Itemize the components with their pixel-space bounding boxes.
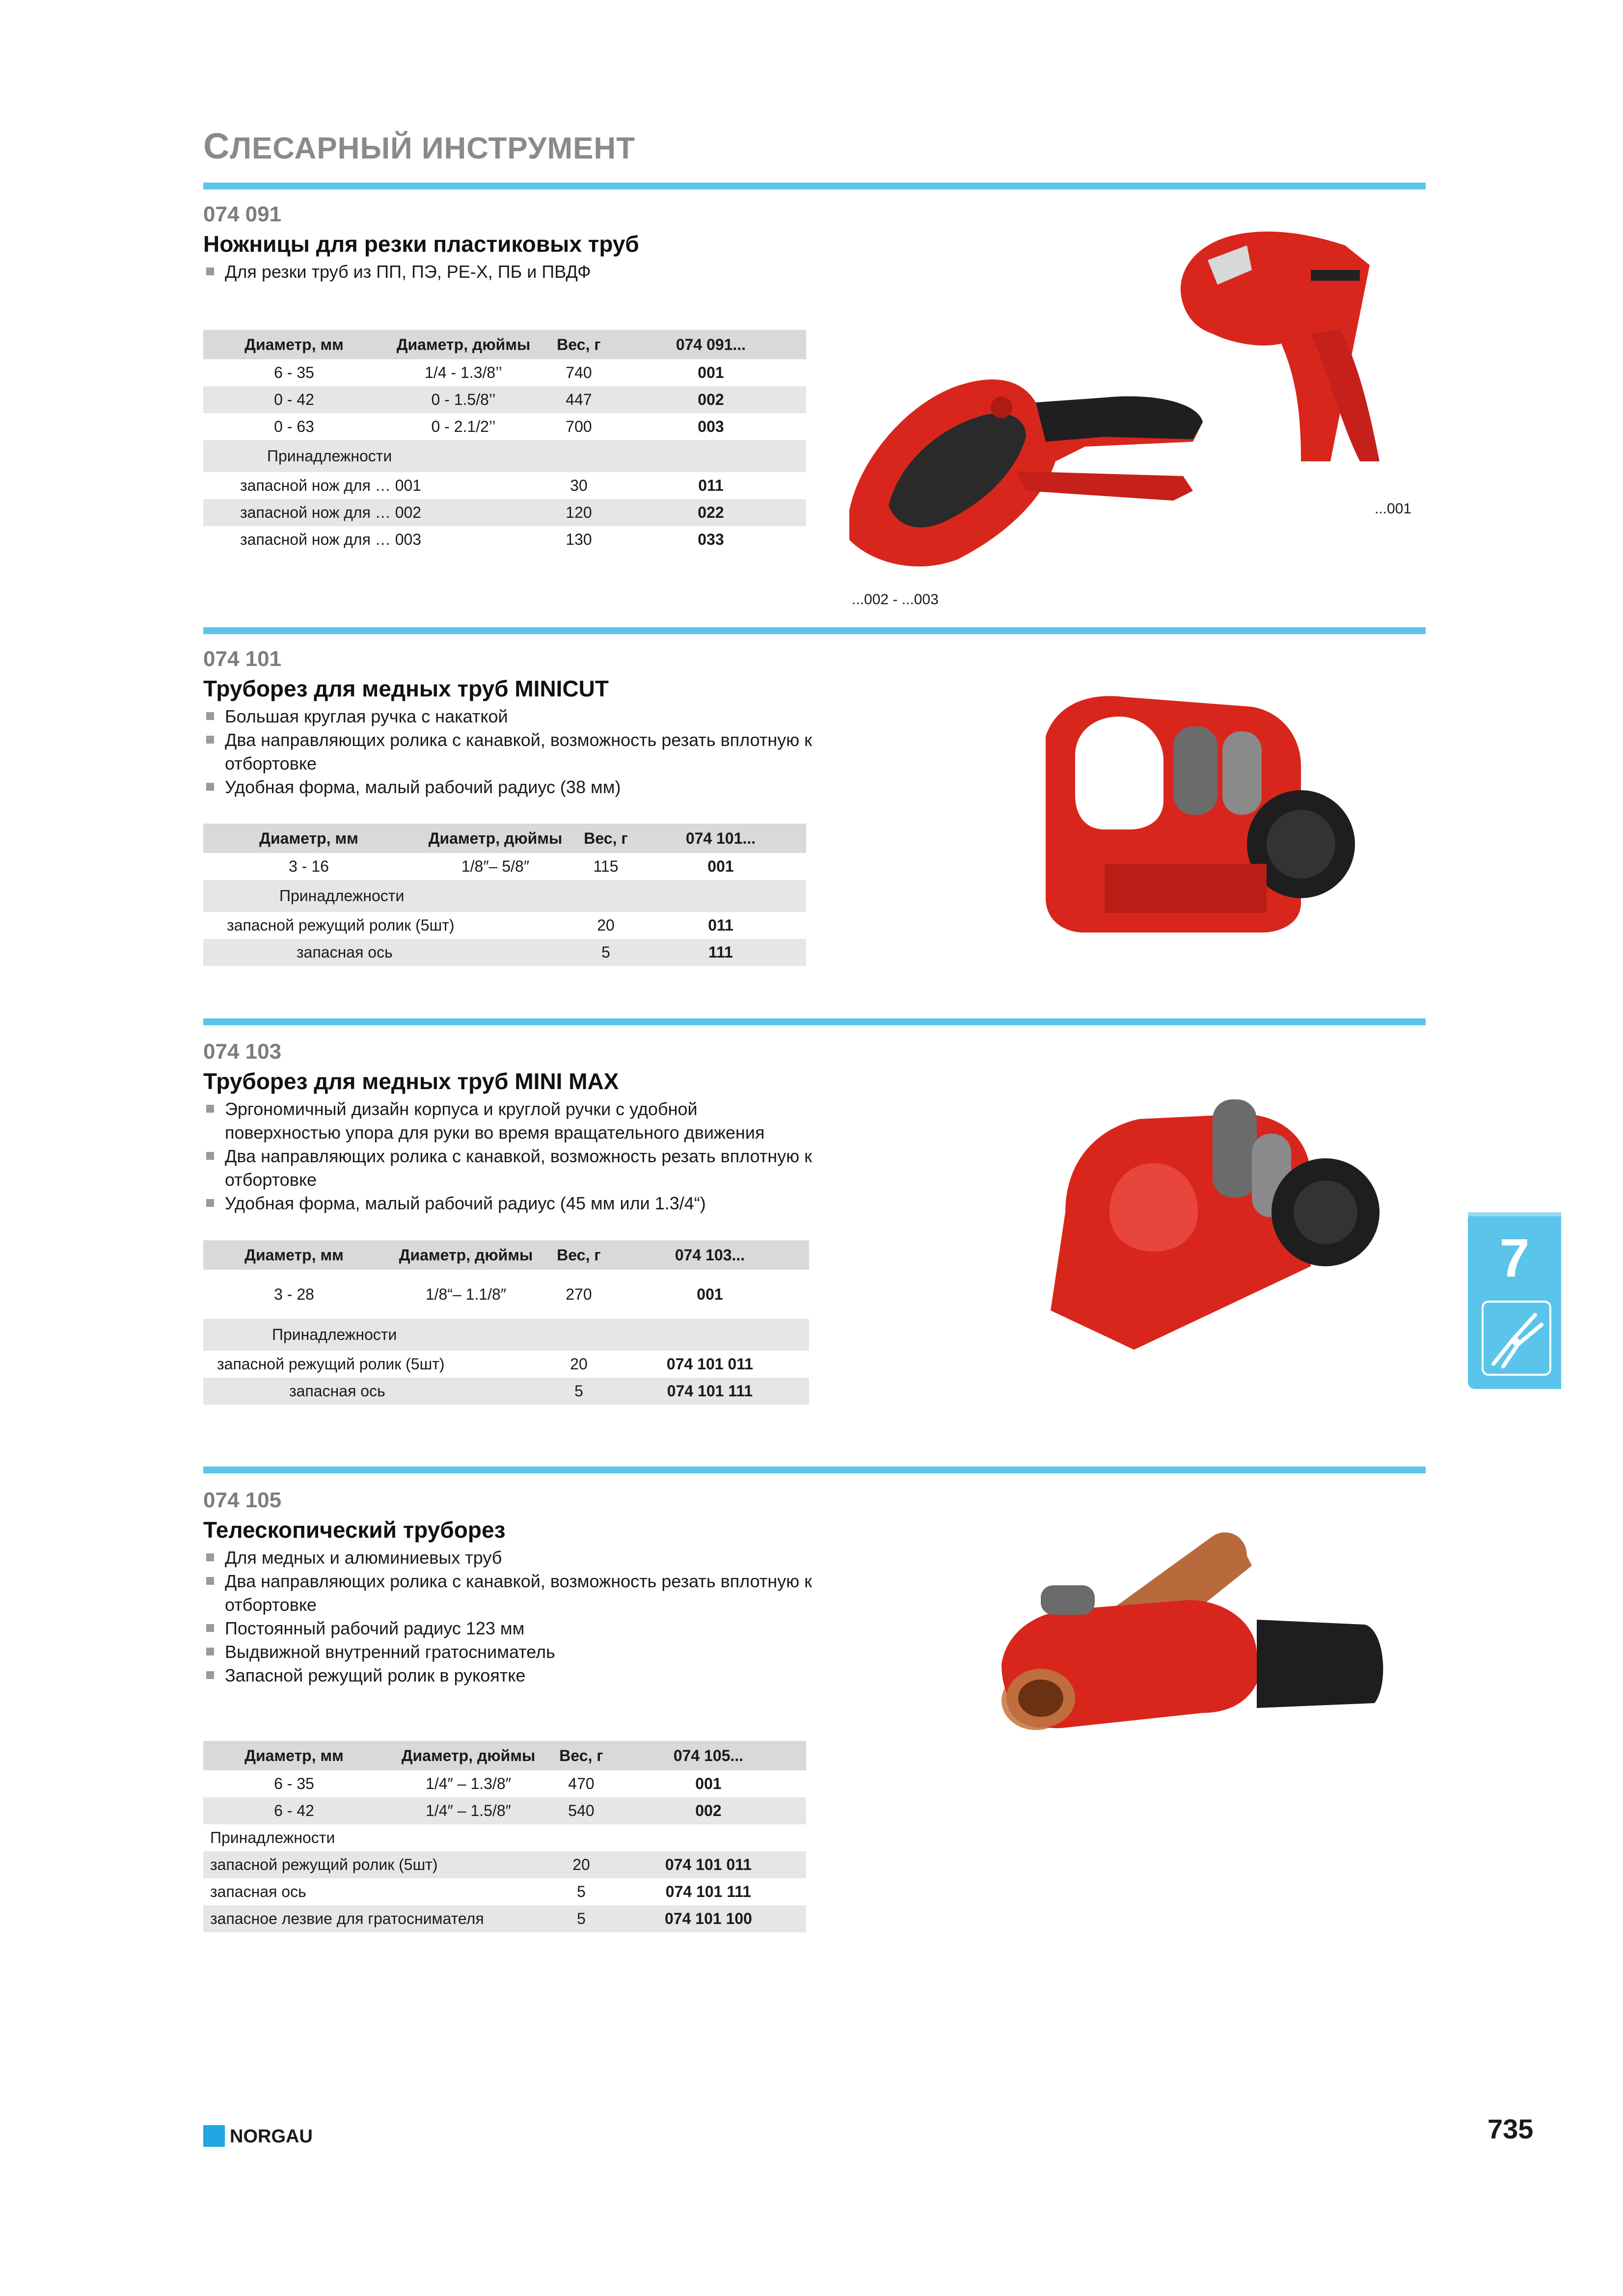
section-code: 074 105: [203, 1488, 282, 1512]
table-row: запасная ось 5 074 101 111: [210, 1883, 752, 1900]
pipe-shears-small-photo: [1154, 216, 1399, 471]
image-caption: ...001: [1375, 501, 1412, 517]
brand-name: NORGAU: [230, 2126, 313, 2147]
table-row: запасной нож для … 003 130 033: [240, 531, 724, 548]
section-code: 074 103: [203, 1040, 282, 1064]
feature-item: Эргономичный дизайн корпуса и круглой ручки с удобной поверхностью упора для руки во время вращательного движения: [203, 1097, 817, 1145]
section-divider: [203, 183, 1426, 189]
table-row: 3 - 16 1/8″– 5/8″ 115 001: [289, 857, 734, 875]
section-title: Труборез для медных труб MINI MAX: [203, 1068, 619, 1094]
chapter-number: 7: [1499, 1228, 1530, 1288]
telescopic-tube-cutter-photo: [982, 1517, 1414, 1791]
section-divider: [203, 1018, 1426, 1025]
table-row: запасной нож для … 002 120 022: [203, 499, 806, 526]
feature-item: Удобная форма, малый рабочий радиус (38 мм): [203, 775, 817, 799]
feature-list: [203, 1546, 817, 1687]
feature-item: Выдвижной внутренний гратосниматель: [203, 1640, 817, 1664]
feature-item: Запасной режущий ролик в рукоятке: [203, 1664, 817, 1687]
table-header: Диаметр, мм Диаметр, дюймы Вес, г 074 105...: [203, 1741, 806, 1770]
table-row: 0 - 63 0 - 2.1/2’’ 700 003: [274, 418, 724, 435]
table-row: 6 - 42 1/4″ – 1.5/8″ 540 002: [203, 1797, 806, 1824]
feature-item: Постоянный рабочий радиус 123 мм: [203, 1617, 817, 1640]
accessories-label-row: Принадлежности: [203, 1319, 809, 1351]
table-row: 6 - 35 1/4 - 1.3/8’’ 740 001: [274, 364, 724, 381]
table-row: 3 - 28 1/8“– 1.1/8″ 270 001: [274, 1285, 723, 1303]
minicut-tube-cutter-photo: [1026, 677, 1360, 952]
feature-item: Два направляющих ролика с канавкой, возможность резать вплотную к отбортовке: [203, 1570, 817, 1617]
feature-list: [203, 1097, 817, 1215]
feature-item: Два направляющих ролика с канавкой, возможность резать вплотную к отбортовке: [203, 728, 817, 775]
brand-logo-icon: [203, 2125, 225, 2147]
table-row: запасная ось 5 074 101 111: [203, 1378, 809, 1405]
feature-item: Два направляющих ролика с канавкой, возможность резать вплотную к отбортовке: [203, 1145, 817, 1192]
table-header: Диаметр, мм Диаметр, дюймы Вес, г 074 091...: [203, 330, 806, 359]
table-row: запасной режущий ролик (5шт) 20 074 101 011: [217, 1355, 754, 1373]
feature-item: Для резки труб из ПП, ПЭ, PE-X, ПБ и ПВДФ: [203, 260, 817, 284]
feature-item: Для медных и алюминиевых труб: [203, 1546, 817, 1570]
section-title: Труборез для медных труб MINICUT: [203, 676, 609, 701]
spec-table: [203, 824, 806, 966]
table-header: Диаметр, мм Диаметр, дюймы Вес, г 074 103...: [203, 1240, 809, 1270]
feature-item: Удобная форма, малый рабочий радиус (45 мм или 1.3/4“): [203, 1192, 817, 1215]
accessories-label-row: Принадлежности: [203, 440, 806, 472]
table-row: запасной режущий ролик (5шт) 20 074 101 011: [203, 1851, 806, 1878]
table-row: 6 - 35 1/4″ – 1.3/8″ 470 001: [274, 1775, 722, 1792]
table-row: запасной режущий ролик (5шт) 20 011: [227, 916, 733, 934]
section-divider: [203, 1467, 1426, 1473]
spec-table: [203, 1741, 806, 1932]
section-divider: [203, 627, 1426, 634]
image-caption: ...002 - ...003: [852, 591, 939, 608]
feature-list: [203, 260, 817, 284]
pliers-icon: [1482, 1301, 1551, 1376]
table-row: запасной нож для … 001 30 011: [240, 477, 724, 494]
feature-list: [203, 705, 817, 799]
page-number: 735: [1488, 2113, 1534, 2144]
section-title: Ножницы для резки пластиковых труб: [203, 231, 639, 257]
table-header: Диаметр, мм Диаметр, дюймы Вес, г 074 101...: [203, 824, 806, 853]
table-row: запасная ось 5 111: [203, 939, 806, 966]
minimax-tube-cutter-photo: [1036, 1055, 1389, 1360]
table-row: запасное лезвие для гратоснимателя 5 074 101 100: [203, 1905, 806, 1932]
accessories-label-row: Принадлежности: [203, 880, 806, 912]
chapter-tab-divider: [1468, 1212, 1561, 1216]
feature-item: Большая круглая ручка с накаткой: [203, 705, 817, 728]
section-title: Телескопический труборез: [203, 1517, 506, 1543]
accessories-label-row: Принадлежности: [210, 1829, 335, 1846]
section-code: 074 091: [203, 202, 282, 226]
page-title: СЛЕСАРНЫЙ ИНСТРУМЕНТ: [203, 126, 636, 166]
spec-table: [203, 330, 806, 553]
spec-table: [203, 1240, 809, 1405]
section-code: 074 101: [203, 647, 282, 671]
table-row: 0 - 42 0 - 1.5/8’’ 447 002: [203, 386, 806, 413]
